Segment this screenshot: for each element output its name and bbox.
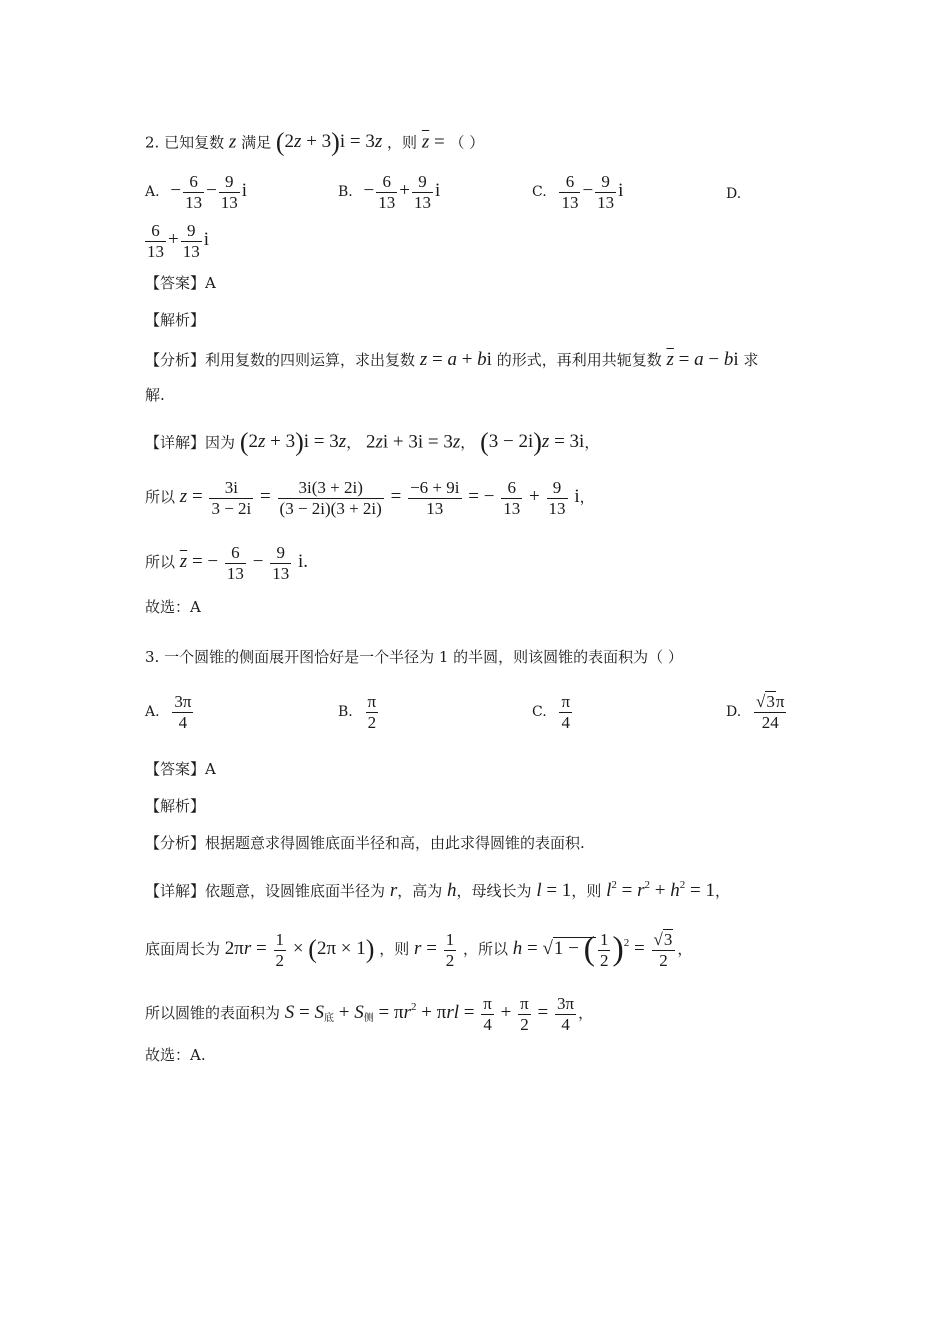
q3-stem: 3. 一个圆锥的侧面展开图恰好是一个半径为 1 的半圆，则该圆锥的表面积为（ ） [145,648,683,666]
q2-stem: 2. 已知复数 z 满足 (2z + 3)i = 3z ，则 $\overline{z}$ = （ ） [145,128,485,157]
q2-stem-text-d: （ ） [449,133,485,152]
q2-option-b[interactable]: B. − $\frac{6}{13}$ + $\frac{9}{13}$ i [338,172,441,212]
q3-option-c[interactable]: C. $\frac{\pi}{4}$ [532,692,571,732]
q3-option-d[interactable]: D. $\frac{√3\pi}{24}$ [726,692,785,732]
q2-option-c[interactable]: C. $\frac{6}{13}$ − $\frac{9}{13}$ i [532,172,624,212]
q3-area: 所以圆锥的表面积为 $S = S_底 + S_侧 = \pi r^2 + \pi rl$ = $\frac{\pi}{4}$ + $\frac{\pi}{2}$ = $\frac{3\pi}{4}$ ， [145,994,594,1034]
q2-answer: 【答案】A [145,274,216,292]
q3-derivation: 底面周长为 2πr = $\frac{1}{2}$ × (2π × 1) ，则 r = $\frac{1}{2}$ ，所以 h = √1 − ( $\frac{1}{2}$ )$^2$ = $\frac{√3}{2}$ ， [145,930,693,970]
q2-detail: 【详解】因为 (2z + 3)i = 3z， 2zi + 3i = 3z， (3 − 2i)z = 3i， [145,428,600,457]
q2-derivation: 所以 z = $\frac{3i}{3 - 2i}$ = $\frac{3i(3 + 2i)}{(3 - 2i)(3 + 2i)}$ = $\frac{-6 + 9i}{13}$ = − $\frac{6}{13}$ + $\frac{9}{13}$ i， [145,478,595,518]
q2-stem-text-b: 满足 [241,133,272,152]
q3-detail: 【详解】依题意，设圆锥底面半径为 r，高为 h，母线长为 l = 1，则 $l^2 = r^2 + h^2 = 1$， [145,879,730,901]
q2-conj-result: 所以 $\overline{z}$ = − $\frac{6}{13}$ − $\frac{9}{13}$ i. [145,543,309,583]
q2-conclusion: 故选：A [145,598,201,616]
q3-conclusion: 故选：A. [145,1046,206,1064]
q3-answer: 【答案】A [145,760,216,778]
q2-stem-text-a: 2. 已知复数 [145,133,225,152]
q2-var-z: z [228,131,237,153]
q2-option-d-value[interactable]: $\frac{6}{13}$ + $\frac{9}{13}$ i [147,221,209,261]
q2-stem-text-c: ，则 [387,133,418,152]
q2-option-d-label[interactable]: D. [726,186,742,202]
q3-jiexi: 【解析】 [145,797,206,815]
q2-conj-z: $\overline{z}$ [421,131,430,153]
q2-option-a[interactable]: A. − $\frac{6}{13}$ − $\frac{9}{13}$ i [145,172,248,212]
q2-analysis: 【分析】利用复数的四则运算，求出复数 z = a + bi 的形式，再利用共轭复数 $\overline{z} = a$ − bi 求 [145,349,759,370]
q3-option-a[interactable]: A. $\frac{3\pi}{4}$ [145,692,192,732]
q2-analysis-cont: 解. [145,386,165,404]
q3-option-b[interactable]: B. $\frac{\pi}{2}$ [338,692,377,732]
q3-analysis: 【分析】根据题意求得圆锥底面半径和高，由此求得圆锥的表面积. [145,834,585,852]
q2-jiexi: 【解析】 [145,311,206,329]
q2-equation: (2z + 3)i = 3z [275,128,383,157]
